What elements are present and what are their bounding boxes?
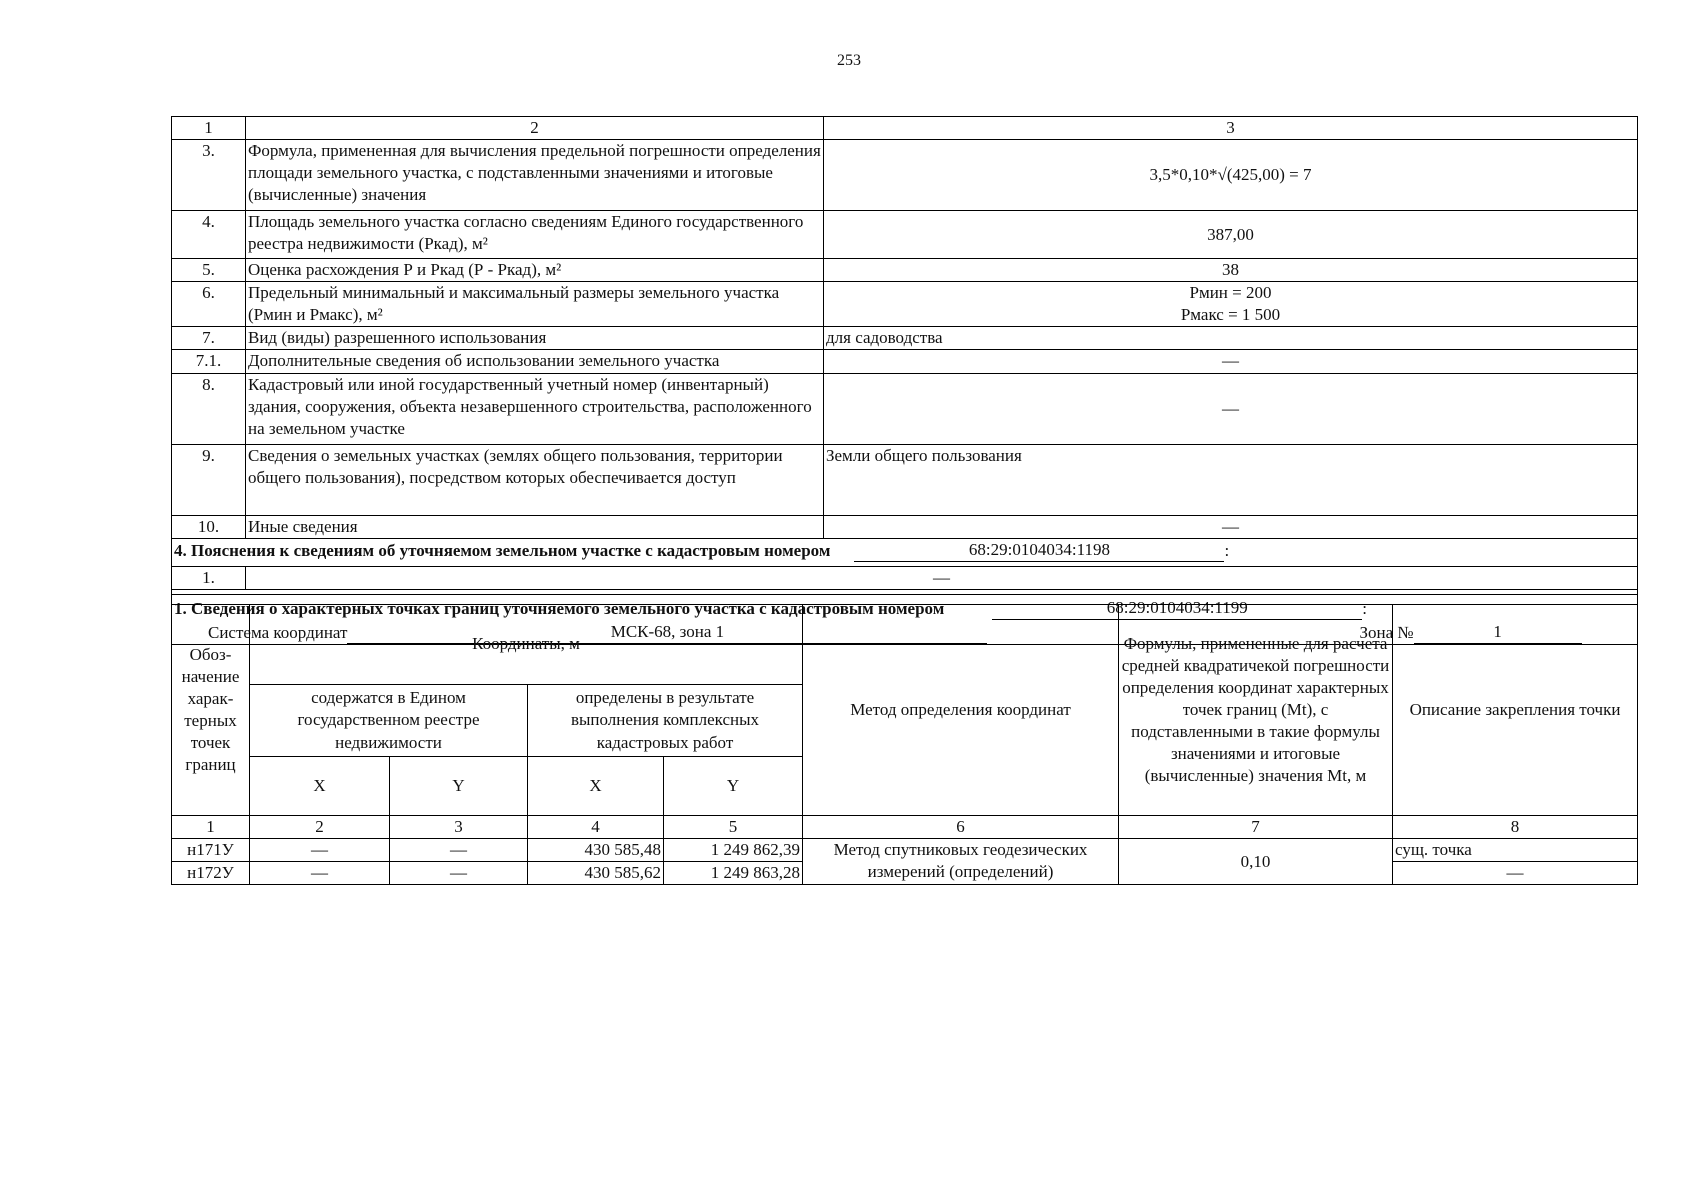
mt-value: 0,10	[1119, 839, 1393, 885]
section1-suffix: :	[1362, 598, 1368, 618]
point-name: н171У	[172, 839, 250, 862]
col-number: 4	[528, 816, 664, 839]
table-row	[172, 373, 1638, 444]
egrn-x: —	[250, 862, 390, 885]
row-value: —	[824, 350, 1638, 373]
col-number: 6	[803, 816, 1119, 839]
description-header: Описание закрепления точки	[1393, 605, 1638, 816]
point-name: н172У	[172, 862, 250, 885]
point-description: сущ. точка	[1393, 839, 1638, 862]
p-max-value: Рмакс = 1 500	[1180, 305, 1281, 325]
egrn-y: —	[390, 862, 528, 885]
row-label: Дополнительные сведения об использовании земельного участка	[246, 350, 824, 373]
col-header-3: 3	[824, 117, 1638, 140]
point-y: 1 249 863,28	[664, 862, 803, 885]
egrn-header: содержатся в Едином государственном реестре недвижимости	[250, 685, 528, 757]
section4-cadastral-number: 68:29:0104034:1198	[854, 539, 1224, 562]
table-row	[172, 140, 1638, 211]
row-label: Кадастровый или иной государственный учетный номер (инвентарный) здания, сооружения, объекта незавершенного строительства, расположенного на земельном участке	[246, 373, 824, 444]
row-number: 8.	[172, 373, 246, 444]
method-header: Метод определения координат	[803, 605, 1119, 816]
column-number-row	[172, 816, 1638, 839]
point-x: 430 585,62	[528, 862, 664, 885]
col-number: 8	[1393, 816, 1638, 839]
table-row	[172, 211, 1638, 259]
row-value: Земли общего пользования	[824, 444, 1638, 515]
formula-header: Формулы, примененные для расчета средней квадратичекой погрешности определения координат характерных точек границ (Mt), с подставленными в такие формулы значениями и итоговые (вычисленные) значения Mt, м	[1119, 605, 1393, 816]
row-label: Предельный минимальный и максимальный размеры земельного участка (Рмин и Рмакс), м²	[246, 282, 824, 327]
row-value: 387,00	[824, 211, 1638, 259]
result-header: определены в результате выполнения комплексных кадастровых работ	[528, 685, 803, 757]
section4-suffix: :	[1224, 540, 1230, 560]
row-value: —	[824, 373, 1638, 444]
row-number: 10.	[172, 515, 246, 538]
coordinates-header: Координаты, м	[250, 605, 803, 685]
table-header-row	[172, 117, 1638, 140]
table-row	[172, 839, 1638, 862]
point-designation-header: Обоз-начение харак-терных точек границ	[172, 605, 250, 816]
table-row	[172, 515, 1638, 538]
coord-system-label: Система координат	[208, 622, 348, 642]
zone-label: Зона №	[1359, 622, 1414, 642]
method-value: Метод спутниковых геодезических измерений (определений)	[803, 839, 1119, 885]
table-row	[172, 444, 1638, 515]
section4-title-row	[172, 538, 1638, 566]
row-label: Оценка расхождения Р и Ркад (Р - Ркад), м²	[246, 259, 824, 282]
page-number: 253	[837, 52, 861, 69]
row-value: 3,5*0,10*√(425,00) = 7	[824, 140, 1638, 211]
row-value: —	[246, 566, 1638, 589]
table-row	[172, 282, 1638, 327]
section4-title: 4. Пояснения к сведениям об уточняемом земельном участке с кадастровым номером	[174, 540, 831, 560]
header-row-1	[172, 605, 1638, 685]
point-x: 430 585,48	[528, 839, 664, 862]
row-value	[824, 282, 1638, 327]
row-label: Иные сведения	[246, 515, 824, 538]
row-number: 7.	[172, 327, 246, 350]
row-number: 1.	[172, 566, 246, 589]
point-description: —	[1393, 862, 1638, 885]
row-label: Площадь земельного участка согласно сведениям Единого государственного реестра недвижимости (Ркад), м²	[246, 211, 824, 259]
row-number: 9.	[172, 444, 246, 515]
col-header-2: 2	[246, 117, 824, 140]
table-row	[172, 327, 1638, 350]
result-y-header: Y	[664, 757, 803, 816]
row-label: Формула, примененная для вычисления предельной погрешности определения площади земельного участка, с подставленными значениями и итоговые (вычисленные) значения	[246, 140, 824, 211]
row-value: для садоводства	[824, 327, 1638, 350]
zone-value: 1	[1414, 621, 1582, 644]
egrn-y: —	[390, 839, 528, 862]
boundary-points-table	[171, 604, 1638, 885]
point-y: 1 249 862,39	[664, 839, 803, 862]
section1-title: 1. Сведения о характерных точках границ уточняемого земельного участка с кадастровым номером	[174, 598, 945, 618]
col-number: 7	[1119, 816, 1393, 839]
table-row	[172, 259, 1638, 282]
col-number: 3	[390, 816, 528, 839]
row-label: Вид (виды) разрешенного использования	[246, 327, 824, 350]
section1-cadastral-number: 68:29:0104034:1199	[992, 597, 1362, 620]
row-value: —	[824, 515, 1638, 538]
egrn-x: —	[250, 839, 390, 862]
col-header-1: 1	[172, 117, 246, 140]
row-number: 5.	[172, 259, 246, 282]
p-min-value: Рмин = 200	[1189, 283, 1272, 303]
row-number: 7.1.	[172, 350, 246, 373]
row-number: 6.	[172, 282, 246, 327]
row-value: 38	[824, 259, 1638, 282]
land-info-table	[171, 116, 1638, 645]
col-number: 1	[172, 816, 250, 839]
table-row	[172, 350, 1638, 373]
coord-system-value: МСК-68, зона 1	[347, 621, 987, 644]
col-number: 5	[664, 816, 803, 839]
egrn-y-header: Y	[390, 757, 528, 816]
egrn-x-header: X	[250, 757, 390, 816]
table-row	[172, 566, 1638, 589]
result-x-header: X	[528, 757, 664, 816]
row-label: Сведения о земельных участках (землях общего пользования, территории общего пользования), посредством которых обеспечивается доступ	[246, 444, 824, 515]
section4-title-cell	[172, 538, 1638, 566]
row-number: 3.	[172, 140, 246, 211]
col-number: 2	[250, 816, 390, 839]
row-number: 4.	[172, 211, 246, 259]
